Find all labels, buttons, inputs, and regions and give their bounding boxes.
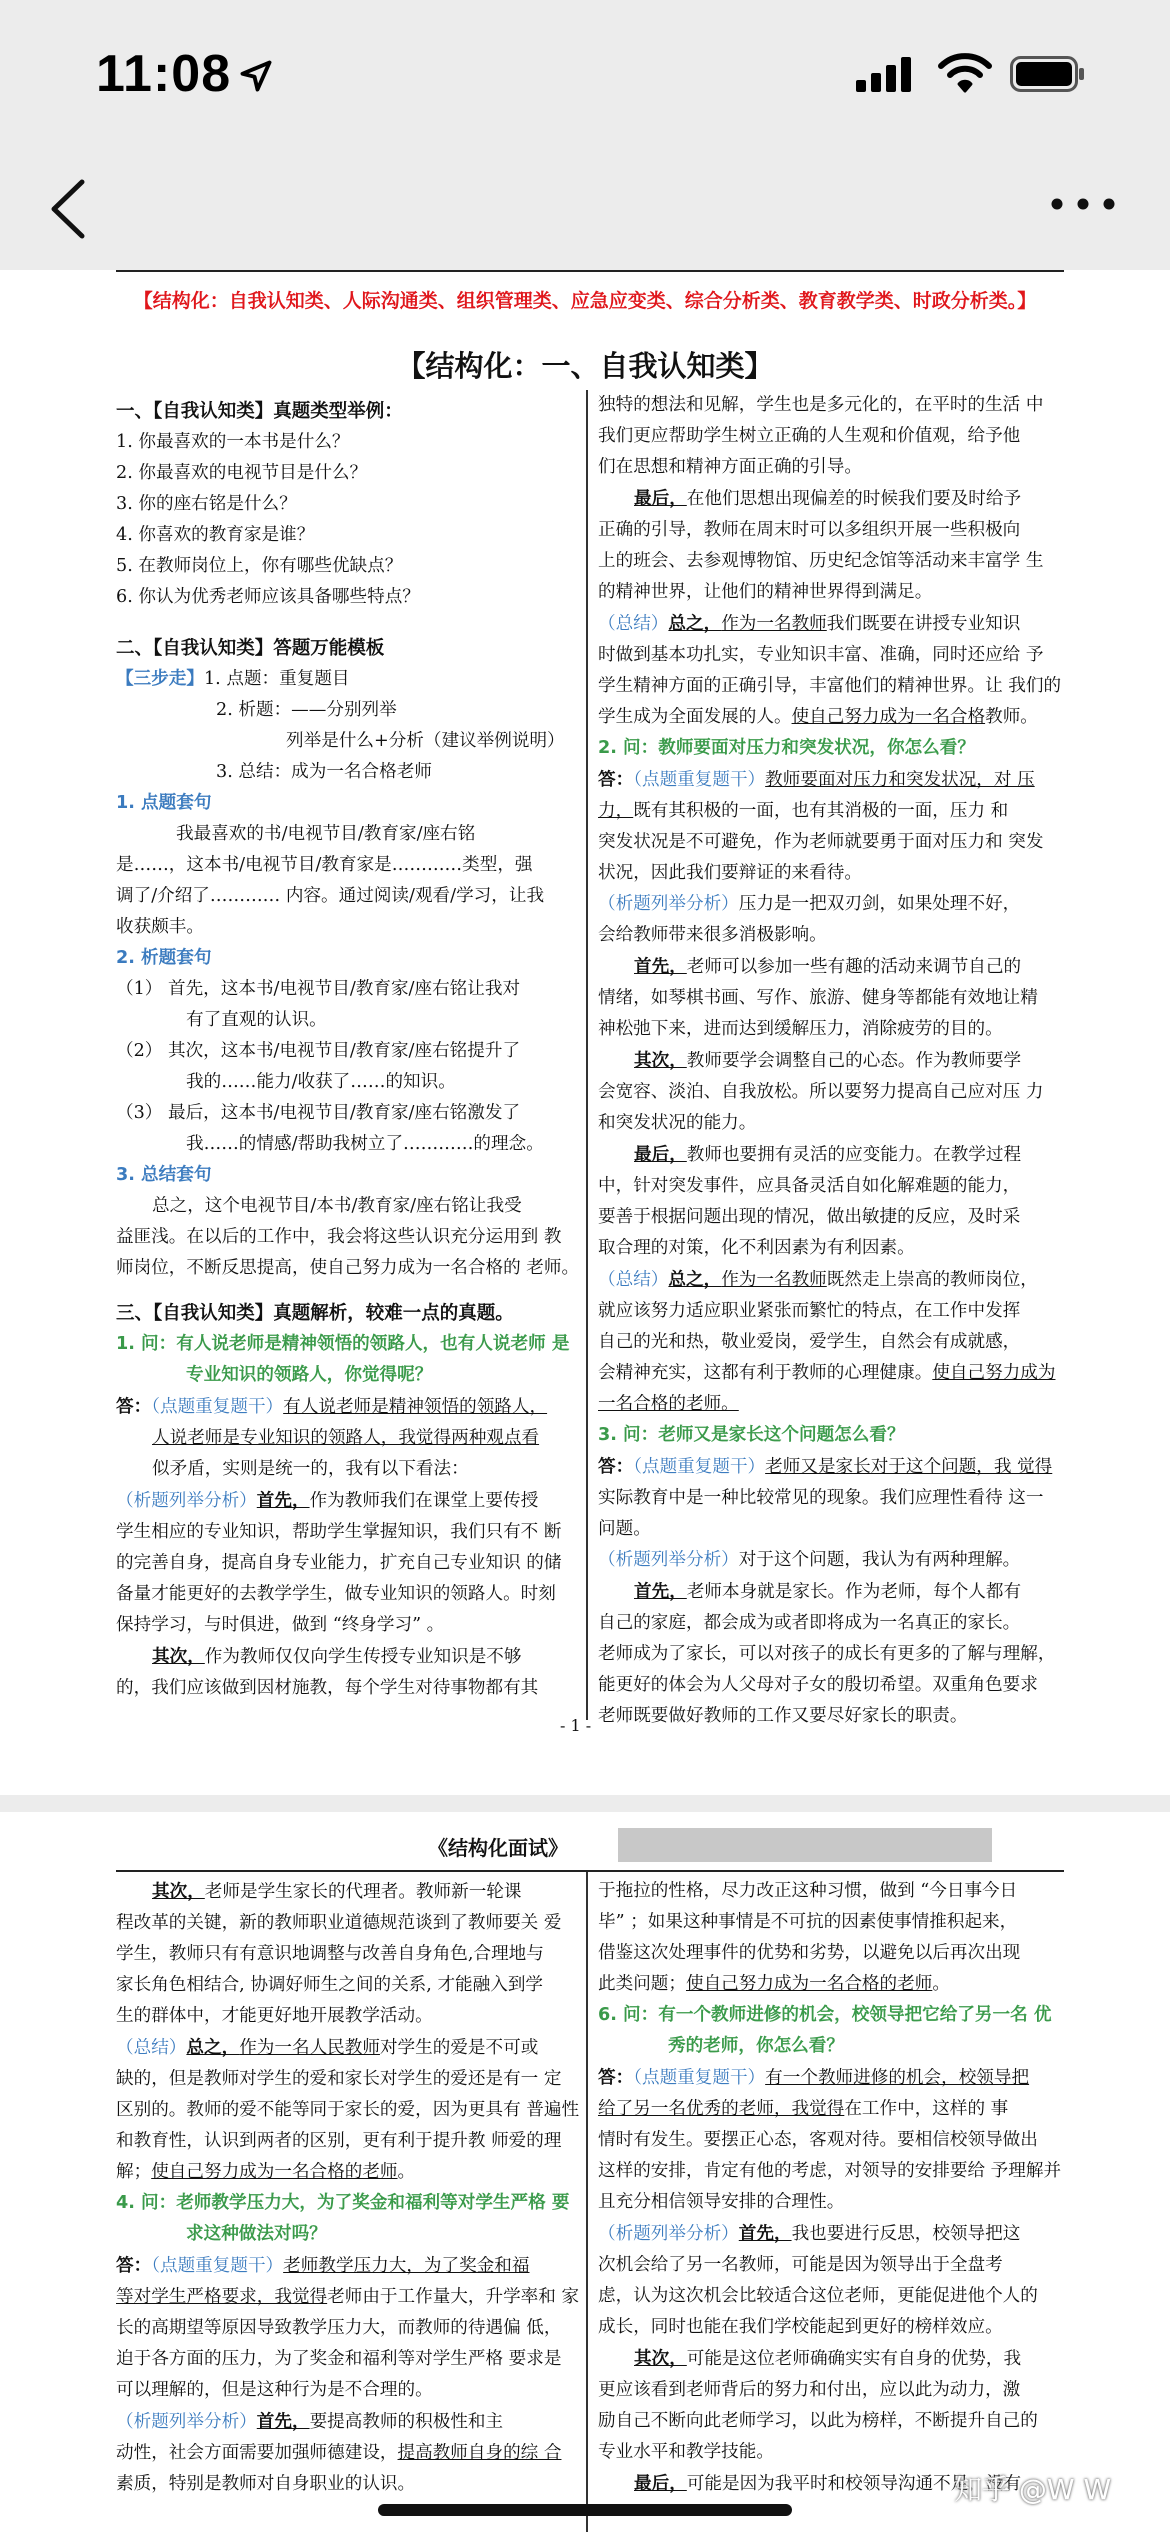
paragraph-line: 动性，社会方面需要加强师德建设，: [116, 2443, 398, 2463]
paragraph-line: （1） 首先，这本书/电视节目/教育家/座右铭让我对: [116, 979, 521, 999]
paragraph-line: 我们更应帮助学生树立正确的人生观和价值观，给予他: [598, 426, 1021, 446]
question-title: 4. 问：老师教学压力大，为了奖金和福利等对学生严格 要: [116, 2193, 570, 2213]
home-indicator[interactable]: [378, 2504, 792, 2516]
answer-text: 似矛盾，实则是统一的，我有以下看法：: [152, 1459, 469, 1479]
section-heading: 二、【自我认知类】答题万能模板: [116, 638, 385, 659]
paragraph-line: 在他们思想出现偏差的时候我们要及时给予: [686, 489, 1022, 509]
paragraph-line: 励自己不断向此老师学习，以此为榜样，不断提升自己的: [598, 2411, 1038, 2431]
paragraph-line: （2） 其次，这本书/电视节目/教育家/座右铭提升了: [116, 1041, 521, 1061]
answer-text: 在工作中，这样的 事: [844, 2099, 1009, 2119]
tag-repeat: （点题重复题干）: [633, 1457, 766, 1477]
answer-text: 作为教师我们在课堂上要传授: [309, 1491, 539, 1511]
paragraph-line: 上的班会、去参观博物馆、历史纪念馆等活动来丰富学 生: [598, 551, 1044, 571]
column-divider: [586, 390, 588, 1720]
paragraph-line: 调了/介绍了………… 内容。通过阅读/观看/学习，让我: [116, 886, 545, 906]
watermark: 知乎 @W W: [954, 2473, 1112, 2506]
status-time: 11:08: [96, 45, 232, 103]
paragraph-line: 成长，同时也能在我们学校能起到更好的榜样效应。: [598, 2317, 1003, 2337]
right-column: [598, 1876, 1068, 2500]
paragraph-line: 虑，认为这次机会比较适合这位老师，更能促进他个人的: [598, 2286, 1038, 2306]
paragraph-line: 作为一名教师: [721, 614, 827, 634]
paragraph-line: 我最喜欢的书/电视节目/教育家/座右铭: [176, 824, 476, 844]
paragraph-line: 家长角色相结合, 协调好师生之间的关系, 才能融入到学: [116, 1975, 544, 1995]
answer-text: 要提高教师的积极性和主: [309, 2412, 504, 2432]
paragraph-line: 取合理的对策，化不利因素为有利因素。: [598, 1238, 915, 1258]
paragraph-line: 作为一名人民教师: [239, 2038, 380, 2058]
cellular-signal-icon: [854, 56, 914, 92]
paragraph-line: 老师成为了家长，可以对孩子的成长有更多的了解与理解，: [598, 1644, 1056, 1664]
paragraph-line: 借鉴这次处理事件的优势和劣势，以避免以后再次出现: [598, 1943, 1021, 1963]
question-title: 6. 问：有一个教师进修的机会，校领导把它给了另一名 优: [598, 2005, 1052, 2025]
back-chevron-icon[interactable]: [44, 176, 94, 242]
list-item: 6. 你认为优秀老师应该具备哪些特点？: [116, 587, 420, 607]
tag-analysis: （析题列举分析）: [116, 2412, 257, 2432]
last-label: 最后，: [634, 2473, 687, 2494]
paragraph-line: 情时有发生。要摆正心态，客观对待。要相信校领导做出: [598, 2130, 1038, 2150]
paragraph-line: 益匪浅。在以后的工作中，我会将这些认识充分运用到 教: [116, 1227, 562, 1247]
list-item: 1. 你最喜欢的一本书是什么？: [116, 432, 350, 452]
paragraph-line: 。: [932, 1974, 950, 1994]
paragraph-line: 且充分相信领导安排的合理性。: [598, 2192, 845, 2212]
paragraph-line: 教师也要拥有灵活的应变能力。在教学过程: [686, 1145, 1022, 1165]
first-label: 首先，: [738, 2223, 792, 2244]
answer-label: 答：: [598, 769, 634, 790]
answer-text: 力，: [598, 801, 634, 821]
answer-text: 老师由于工作量大，升学率和 家: [327, 2287, 580, 2307]
redacted-block: [618, 1828, 992, 1862]
last-label: 最后，: [634, 1144, 687, 1165]
page-title: 【结构化：一、自我认知类】: [396, 349, 774, 383]
tag-repeat: （点题重复题干）: [633, 770, 766, 790]
paragraph-line: 状况，因此我们要辩证的来看待。: [598, 863, 862, 883]
paragraph-line: 独特的想法和见解，学生也是多元化的，在平时的生活 中: [598, 395, 1044, 415]
paragraph-line: 老师本身就是家长。作为老师，每个人都有: [686, 1582, 1022, 1602]
answer-label: 答：: [598, 1456, 634, 1477]
paragraph-line: 们在思想和精神方面正确的引导。: [598, 457, 862, 477]
paragraph-line: 对学生的爱是不可或: [379, 2038, 539, 2058]
paragraph-line: 这样的安排，肯定有他的考虑，对领导的安排要给 予理解并: [598, 2161, 1062, 2181]
step-text: 3. 总结：成为一名合格老师: [216, 762, 432, 782]
paragraph-line: 缺的，但是教师对学生的爱和家长对学生的爱还是有一 定: [116, 2069, 562, 2089]
paragraph-line: 我们既要在讲授专业知识: [826, 614, 1021, 634]
paragraph-line: 教师。: [985, 707, 1038, 727]
paragraph-line: 正确的引导，教师在周末时可以多组织开展一些积极向: [598, 520, 1021, 540]
tag-analysis: （析题列举分析）: [598, 1550, 739, 1570]
paragraph-line: 提高教师自身的综 合: [397, 2443, 562, 2463]
answer-text: 有一个教师进修的机会，校领导把: [765, 2068, 1030, 2088]
paragraph-line: 可以理解的，但是这种行为是不合理的。: [116, 2380, 433, 2400]
list-item: 5. 在教师岗位上，你有哪些优缺点？: [116, 556, 403, 576]
paragraph-line: 使自己努力成为一名合格的老师: [151, 2162, 398, 2182]
question-title: 1. 问：有人说老师是精神领悟的领路人，也有人说老师 是: [116, 1334, 570, 1354]
left-column: [116, 396, 582, 1704]
steps-label: 【三步走】: [116, 669, 204, 689]
answer-text: 既有其积极的一面，也有其消极的一面，压力 和: [633, 801, 1009, 821]
answer-label: 答：: [116, 2255, 152, 2276]
summary-label: 总之，: [668, 613, 722, 634]
paragraph-line: 学生精神方面的正确引导，丰富他们的精神世界。让 我们的: [598, 676, 1062, 696]
paragraph-line: 程改革的关键，新的教师职业道德规范谈到了教师要关 爱: [116, 1913, 562, 1933]
paragraph-line: 更应该看到老师背后的努力和付出，应以此为动力，激: [598, 2380, 1021, 2400]
paragraph-line: 会给教师带来很多消极影响。: [598, 925, 827, 945]
paragraph-line: 使自己努力成为一名合格的老师: [685, 1974, 933, 1994]
paragraph-line: 可能是这位老师确确实实有自身的优势，我: [686, 2349, 1022, 2369]
paragraph-line: 就应该努力适应职业紧张而繁忙的特点，在工作中发挥: [598, 1301, 1021, 1321]
answer-label: 答：: [598, 2067, 634, 2088]
paragraph-line: 次机会给了另一名教师，可能是因为领导出于全盘考: [598, 2255, 1003, 2275]
paragraph-line: 我……的情感/帮助我树立了…………的理念。: [186, 1134, 544, 1154]
step-text: 1. 点题：重复题目: [203, 669, 350, 689]
paragraph-line: 。: [397, 2162, 416, 2182]
answer-text: 等对学生严格要求，我觉得: [116, 2287, 328, 2307]
paragraph-line: 是……，这本书/电视节目/教育家是…………类型，强: [116, 855, 533, 875]
paragraph-line: 既然走上崇高的教师岗位，: [826, 1270, 1038, 1290]
first-label: 首先，: [256, 1490, 310, 1511]
question-title: 2. 问：教师要面对压力和突发状况，你怎么看？: [598, 738, 975, 758]
paragraph-line: 作为一名教师: [721, 1270, 827, 1290]
answer-text: 给了另一名优秀的老师，我觉得: [598, 2099, 845, 2119]
list-item: 4. 你喜欢的教育家是谁？: [116, 525, 315, 545]
paragraph-line: （3） 最后，这本书/电视节目/教育家/座右铭激发了: [116, 1103, 521, 1123]
status-bar: [0, 0, 1170, 150]
page-top-rule: [116, 270, 1064, 272]
paragraph-line: 能更好的体会为人父母对子女的殷切希望。双重角色要求: [598, 1675, 1038, 1695]
question-title: 求这种做法对吗？: [186, 2224, 327, 2244]
answer-text: 我也要进行反思，校领导把这: [791, 2224, 1021, 2244]
first-label: 首先，: [634, 1581, 687, 1602]
tag-summary: （总结）: [598, 1270, 669, 1290]
paragraph-line: 专业水平和教学技能。: [598, 2442, 774, 2462]
question-title: 专业知识的领路人，你觉得呢？: [186, 1365, 433, 1385]
paragraph-line: 要善于根据问题出现的情况，做出敏捷的反应，及时采: [598, 1207, 1021, 1227]
paragraph-line: 老师是学生家长的代理者。教师新一轮课: [204, 1882, 522, 1902]
paragraph-line: 长的高期望等原因导致教学压力大，而教师的待遇偏 低，: [116, 2318, 562, 2338]
paragraph-line: 自己的光和热，敬业爱岗，爱学生，自然会有成就感，: [598, 1332, 1021, 1352]
answer-text: 老师教学压力大，为了奖金和福: [283, 2256, 530, 2276]
list-item: 2. 你最喜欢的电视节目是什么？: [116, 463, 368, 483]
nav-bar: [0, 150, 1170, 270]
question-title: 3. 问：老师又是家长这个问题怎么看？: [598, 1425, 905, 1445]
more-ellipsis-icon[interactable]: [1048, 192, 1118, 216]
paragraph-line: 学生相应的专业知识，帮助学生掌握知识，我们只有不 断: [116, 1522, 562, 1542]
paragraph-line: 作为教师仅仅向学生传授专业知识是不够: [204, 1647, 522, 1667]
battery-icon: [1010, 56, 1086, 92]
running-header: 《结构化面试》: [428, 1836, 568, 1860]
tag-summary: （总结）: [116, 2038, 187, 2058]
tag-repeat: （点题重复题干）: [151, 2256, 284, 2276]
paragraph-line: 此类问题；: [598, 1974, 686, 1994]
paragraph-line: 可能是因为我平时和校领导沟通不足，没有: [686, 2474, 1022, 2494]
last-label: 最后，: [634, 488, 687, 509]
paragraph-line: 保持学习，与时俱进，做到 “终身学习” 。: [116, 1615, 445, 1635]
paragraph-line: 学生，教师只有有意识地调整与改善自身角色,合理地与: [116, 1944, 544, 1964]
answer-text: 老师又是家长对于这个问题，我 觉得: [765, 1457, 1053, 1477]
answer-text: 教师要面对压力和突发状况，对 压: [765, 770, 1035, 790]
paragraph-line: 迫于各方面的压力，为了奖金和福利等对学生严格 要求是: [116, 2349, 562, 2369]
paragraph-line: 和突发状况的能力。: [598, 1113, 757, 1133]
step-text: 2. 析题：——分别列举: [216, 700, 397, 720]
paragraph-line: 毕” ；如果这种事情是不可抗的因素使事情推积起来，: [598, 1912, 1018, 1932]
header-rule: [116, 1870, 1064, 1872]
right-column: [598, 390, 1068, 1732]
paragraph-line: 会精神充实，这都有利于教师的心理健康。: [598, 1363, 933, 1383]
tag-summary: （总结）: [598, 614, 669, 634]
paragraph-line: 使自己努力成为一名合格: [791, 707, 986, 727]
paragraph-line: 自己的家庭，都会成为或者即将成为一名真正的家长。: [598, 1613, 1021, 1633]
location-arrow-icon: [238, 58, 274, 94]
paragraph-line: 问题。: [598, 1519, 651, 1539]
step-text: 列举是什么+分析（建议举例说明）: [286, 731, 565, 751]
tag-repeat: （点题重复题干）: [151, 1397, 284, 1417]
second-label: 其次，: [152, 1646, 205, 1667]
paragraph-line: 老师既要做好教师的工作又要尽好家长的职责。: [598, 1706, 968, 1726]
paragraph-line: 解；: [116, 2162, 152, 2182]
paragraph-line: 中，针对突发事件，应具备灵活自如化解难题的能力，: [598, 1176, 1021, 1196]
paragraph-line: 总之，这个电视节目/本书/教育家/座右铭让我受: [152, 1196, 522, 1216]
section-heading: 一、【自我认知类】真题类型举例：: [116, 401, 403, 422]
tag-analysis: （析题列举分析）: [598, 894, 739, 914]
document-page-2[interactable]: [0, 1812, 1170, 2532]
category-banner: 【结构化：自我认知类、人际沟通类、组织管理类、应急应变类、综合分析类、教育教学类、时政分析类。】: [133, 290, 1037, 312]
paragraph-line: 学生成为全面发展的人。: [598, 707, 792, 727]
answer-text: 人说老师是专业知识的领路人，我觉得两种观点看: [152, 1428, 540, 1448]
list-item: 3. 你的座右铭是什么？: [116, 494, 297, 514]
paragraph-line: 教师要学会调整自己的心态。作为教师要学: [686, 1051, 1022, 1071]
paragraph-line: 的，我们应该做到因材施教，每个学生对待事物都有其: [116, 1678, 539, 1698]
paragraph-line: 使自己努力成为: [932, 1363, 1056, 1383]
second-label: 其次，: [634, 2348, 687, 2369]
paragraph-line: 备量才能更好的去教学学生，做专业知识的领路人。时刻: [116, 1584, 556, 1604]
paragraph-line: 会宽容、淡泊、自我放松。所以要努力提高自己应对压 力: [598, 1082, 1044, 1102]
paragraph-line: 一名合格的老师。: [598, 1394, 739, 1414]
subsection-title: 1. 点题套句: [116, 793, 212, 813]
question-title: 秀的老师，你怎么看？: [668, 2036, 844, 2056]
tag-repeat: （点题重复题干）: [633, 2068, 766, 2088]
paragraph-line: 生的群体中，才能更好地开展教学活动。: [116, 2006, 433, 2026]
paragraph-line: 神松弛下来，进而达到缓解压力，消除疲劳的目的。: [598, 1019, 1003, 1039]
first-label: 首先，: [634, 956, 687, 977]
paragraph-line: 素质，特别是教师对自身职业的认识。: [116, 2474, 416, 2494]
paragraph-line: 时做到基本功扎实，专业知识丰富、准确，同时还应给 予: [598, 645, 1044, 665]
paragraph-line: 实际教育中是一种比较常见的现象。我们应理性看待 这一: [598, 1488, 1044, 1508]
summary-label: 总之，: [668, 1269, 722, 1290]
paragraph-line: 有了直观的认识。: [186, 1010, 327, 1030]
paragraph-line: 和教育性，认识到两者的区别，更有利于提升教 师爱的理: [116, 2131, 562, 2151]
paragraph-line: 于拖拉的性格，尽力改正这种习惯，做到 “今日事今日: [598, 1881, 1018, 1901]
paragraph-line: 师岗位，不断反思提高，使自己努力成为一名合格的 老师。: [116, 1258, 580, 1278]
page-number: - 1 -: [560, 1716, 592, 1735]
answer-text: 压力是一把双刃剑，如果处理不好，: [738, 894, 1021, 914]
paragraph-line: 区别的。教师的爱不能等同于家长的爱，因为更具有 普遍性: [116, 2100, 580, 2120]
section-heading: 三、【自我认知类】真题解析，较难一点的真题。: [116, 1303, 514, 1324]
column-divider: [586, 1872, 588, 2532]
first-label: 首先，: [256, 2411, 310, 2432]
subsection-title: 2. 析题套句: [116, 948, 212, 968]
left-column: [116, 1876, 582, 2500]
second-label: 其次，: [152, 1881, 205, 1902]
tag-analysis: （析题列举分析）: [116, 1491, 257, 1511]
answer-text: 对于这个问题，我认为有两种理解。: [738, 1550, 1021, 1570]
tag-analysis: （析题列举分析）: [598, 2224, 739, 2244]
wifi-icon: [938, 52, 992, 94]
subsection-title: 3. 总结套句: [116, 1165, 212, 1185]
paragraph-line: 老师可以参加一些有趣的活动来调节自己的: [686, 957, 1022, 977]
paragraph-line: 的完善自身，提高自身专业能力，扩充自己专业知识 的储: [116, 1553, 562, 1573]
paragraph-line: 突发状况是不可避免，作为老师就要勇于面对压力和 突发: [598, 832, 1044, 852]
paragraph-line: 收获颇丰。: [116, 917, 204, 937]
paragraph-line: 我的……能力/收获了……的知识。: [186, 1072, 456, 1092]
answer-text: 有人说老师是精神领悟的领路人，: [283, 1397, 548, 1417]
document-page-1[interactable]: [0, 270, 1170, 1795]
summary-label: 总之，: [186, 2037, 240, 2058]
paragraph-line: 的精神世界，让他们的精神世界得到满足。: [598, 582, 933, 602]
second-label: 其次，: [634, 1050, 687, 1071]
paragraph-line: 情绪，如琴棋书画、写作、旅游、健身等都能有效地让精: [598, 988, 1038, 1008]
answer-label: 答：: [116, 1396, 152, 1417]
